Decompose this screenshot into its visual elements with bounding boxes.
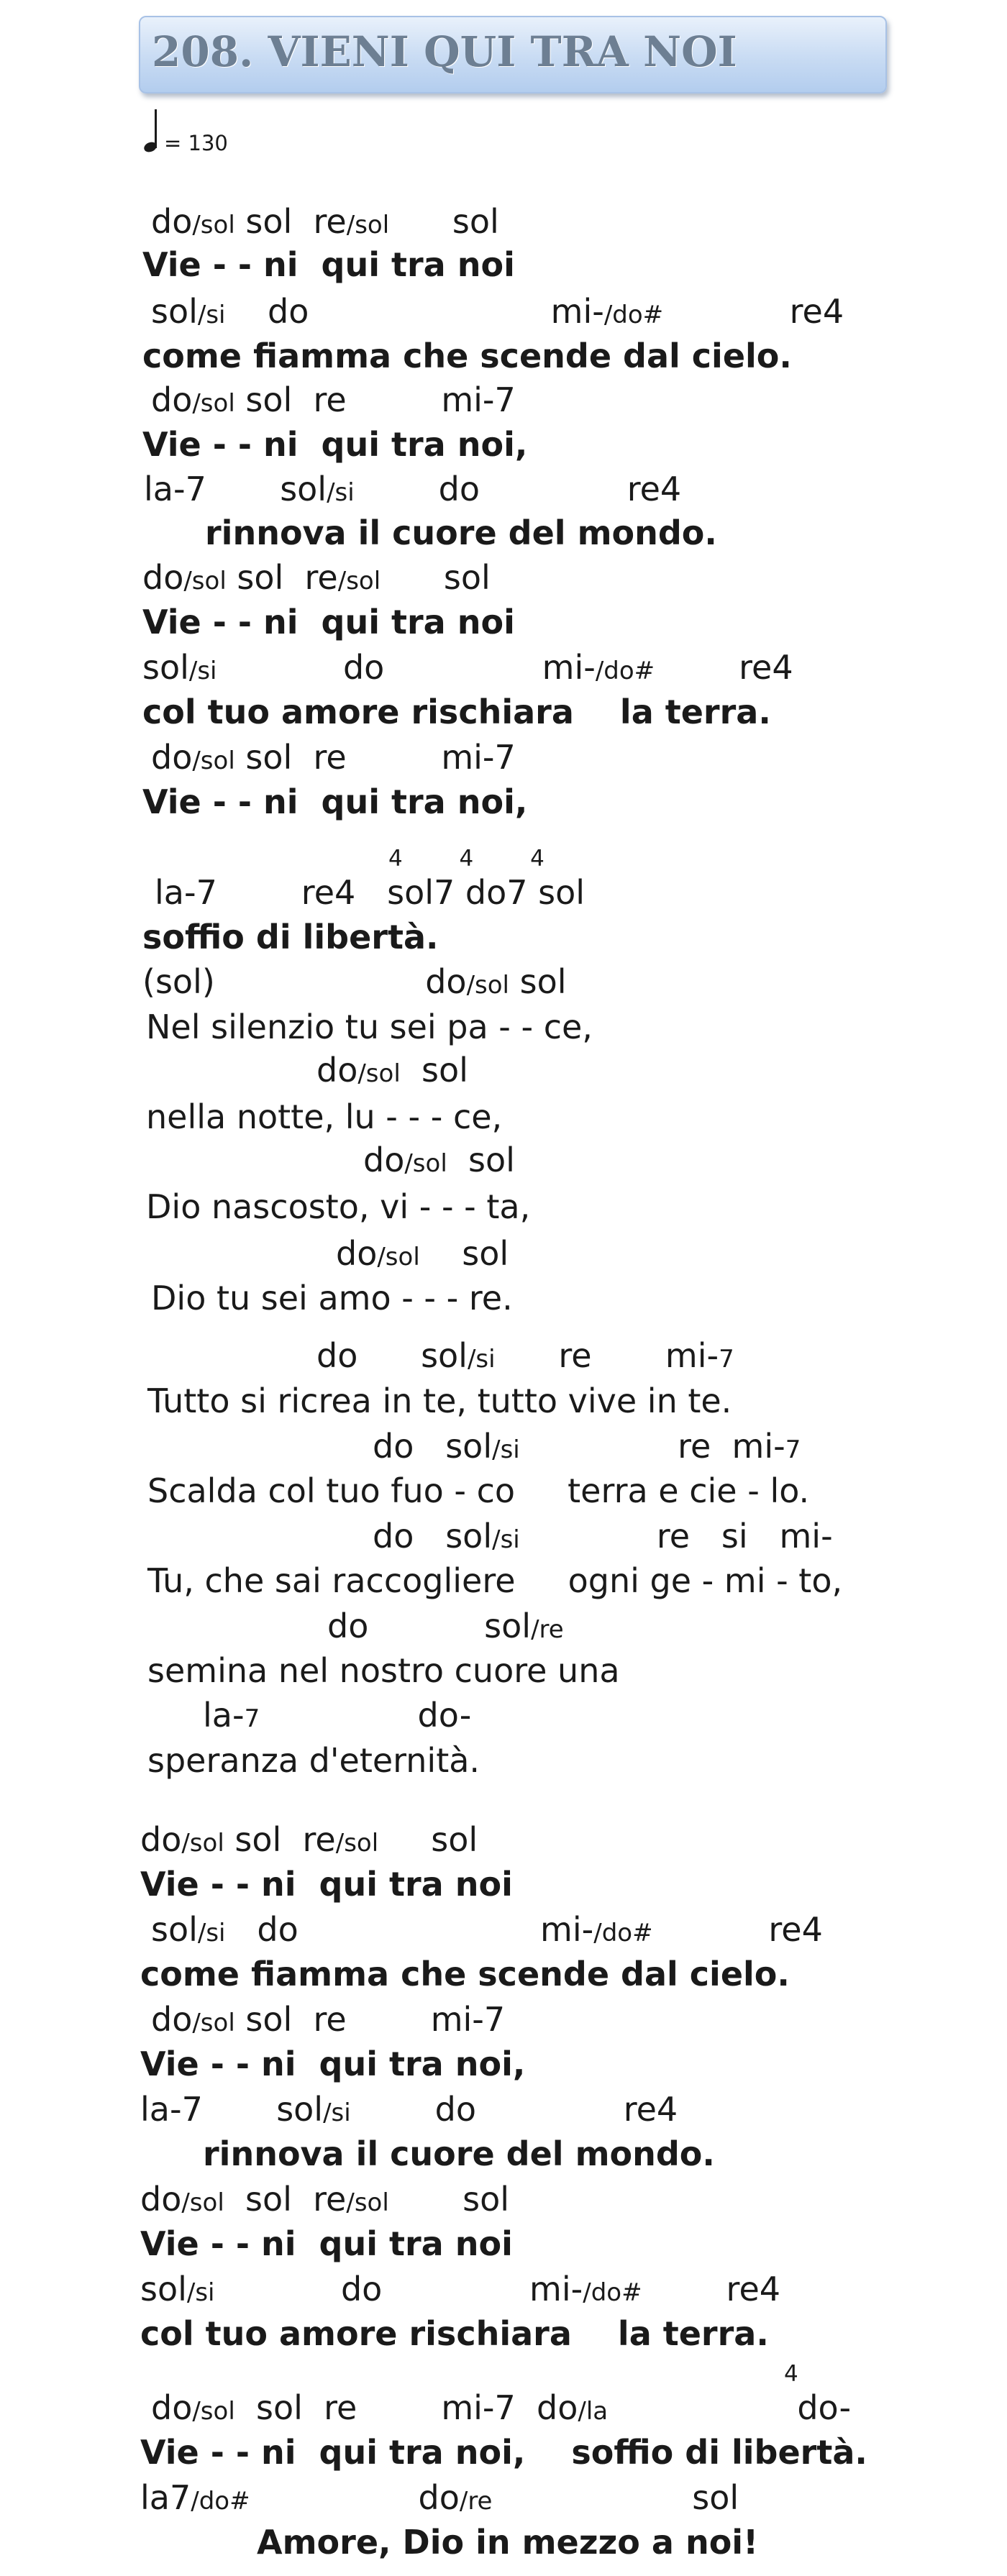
chord-text: /sol (181, 1829, 224, 1858)
chord-text: /sol (183, 567, 227, 595)
lyric-line (147, 1471, 810, 1510)
chord-text: /sol (181, 2188, 224, 2217)
lyric-text: Nel silenzio tu sei pa - - ce, (146, 1008, 593, 1046)
lyric-text: Vie - - ni qui tra noi, (140, 2045, 526, 2083)
lyric-text: speranza d'eternità. (147, 1741, 480, 1780)
lyric-line (142, 425, 528, 464)
chord-line (151, 2388, 852, 2427)
lyric-text: Vie - - ni qui tra noi (140, 1865, 513, 1904)
chord-text: do re4 (350, 2090, 678, 2129)
chord-text: la-7 sol (144, 470, 327, 508)
chord-line (203, 1696, 472, 1735)
chord-text: /do# (603, 301, 664, 329)
lyric-text: Dio tu sei amo - - - re. (151, 1279, 513, 1317)
chord-text: /sol (466, 971, 509, 1000)
chord-text: sol re (226, 558, 338, 597)
chord-line (373, 1427, 801, 1466)
lyric-text: Vie - - ni qui tra noi (140, 2224, 513, 2263)
chord-text: do sol (373, 1517, 493, 1556)
lyric-line (147, 1741, 480, 1780)
lyric-text: Amore, Dio in mezzo a noi! (257, 2523, 759, 2562)
lyric-text: rinnova il cuore del mondo. (205, 513, 717, 552)
chord-text: re mi- (495, 1336, 719, 1375)
chord-text: /sol (346, 211, 390, 239)
chord-text: do (151, 2000, 193, 2039)
chord-line (151, 380, 516, 419)
lyric-line (151, 1279, 513, 1317)
chord-text: sol re mi-7 (234, 2000, 506, 2039)
lyric-text: col tuo amore rischiara la terra. (142, 693, 771, 731)
chord-line (316, 1336, 734, 1375)
lyric-text: Vie - - ni qui tra noi, (142, 782, 528, 821)
chord-text: sol (389, 202, 499, 241)
chord-line (151, 2000, 506, 2039)
chord-line (373, 1517, 833, 1556)
lyric-line (140, 2314, 769, 2353)
lyric-line (146, 1097, 503, 1136)
chord-text: (sol) do (142, 962, 467, 1001)
chord-text: /do# (191, 2487, 250, 2516)
chord-line (363, 1143, 515, 1177)
chord-text: sol re mi-7 do (234, 2388, 578, 2427)
chord-text: 4 4 4 (388, 846, 544, 872)
tempo-marking (144, 108, 288, 165)
chord-text: do (142, 558, 184, 597)
lyric-text: Vie - - ni qui tra noi, (142, 425, 528, 464)
chord-line (140, 2180, 510, 2219)
lyric-text: Vie - - ni qui tra noi, soffio di libertà. (140, 2433, 867, 2472)
chord-text: /sol (192, 746, 235, 775)
lyric-text: nella notte, lu - - - ce, (146, 1097, 503, 1136)
chord-text: la-7 sol (140, 2090, 324, 2129)
chord-text: /si (323, 2098, 351, 2127)
chord-text: sol (447, 1141, 515, 1179)
chord-figures (784, 2353, 798, 2386)
chord-text: do mi- (225, 292, 604, 331)
lyric-text: Dio nascosto, vi - - - ta, (146, 1187, 531, 1226)
tempo-value: = 130 (164, 131, 228, 155)
chord-text: /si (197, 301, 226, 329)
chord-line (140, 1820, 478, 1859)
song-title: 208. VIENI QUI TRA NOI (152, 27, 737, 76)
chord-text: sol (378, 1820, 478, 1859)
title-banner (139, 16, 887, 93)
chord-text: /si (186, 2278, 215, 2307)
chord-text: do (363, 1141, 405, 1179)
chord-text: do mi- (217, 648, 596, 687)
lyric-line (142, 695, 771, 729)
chord-line (144, 472, 681, 506)
lyric-line (140, 2433, 867, 2472)
chord-line (316, 1051, 468, 1090)
chord-text: /sol (192, 2397, 235, 2426)
chord-text: /si (188, 657, 217, 685)
chord-text: /sol (346, 2188, 389, 2217)
chord-text: do sol (327, 1607, 532, 1645)
chord-line (327, 1609, 564, 1643)
chord-text: sol (140, 2270, 187, 2308)
chord-text: /re (531, 1615, 564, 1644)
chord-text: la7 (140, 2478, 191, 2517)
chord-text: /sol (335, 1829, 379, 1858)
chord-text: sol re (224, 1820, 336, 1859)
chord-text: sol (492, 2478, 739, 2517)
chord-line (140, 2478, 739, 2517)
chord-text: 4 (784, 2361, 798, 2387)
chord-text: 7 (244, 1704, 260, 1733)
lyric-text: come fiamma che scende dal cielo. (142, 337, 792, 375)
chord-text: re4 (663, 292, 844, 331)
lyric-line (142, 918, 439, 956)
chord-line (142, 648, 793, 687)
lyric-line (142, 782, 528, 821)
chord-text: /sol (404, 1149, 447, 1178)
lyric-line (142, 339, 792, 373)
chord-text: do (151, 738, 193, 777)
chord-text: do re4 (354, 470, 682, 508)
lyric-line (147, 1381, 732, 1420)
chord-text: /sol (192, 2009, 235, 2037)
lyric-line (140, 2047, 525, 2081)
chord-line (142, 558, 491, 597)
chord-text: re4 (655, 648, 793, 687)
chord-text: re mi- (519, 1427, 785, 1466)
lyric-text: Vie - - ni qui tra noi (142, 603, 515, 641)
chord-text: do mi- (214, 2270, 583, 2308)
chord-text: /re (459, 2487, 493, 2516)
lyric-line (142, 245, 515, 284)
chord-text: /si (327, 478, 355, 507)
chord-text: do (250, 2478, 460, 2517)
chord-text: sol re (224, 2180, 347, 2219)
chord-figures (388, 838, 544, 871)
chord-text: sol (142, 648, 189, 687)
chord-text: /si (492, 1525, 520, 1554)
chord-text: sol re mi-7 (234, 380, 516, 419)
chord-text: do- (260, 1696, 472, 1735)
chord-line (151, 292, 844, 331)
lyric-line (140, 1955, 790, 1993)
chord-line (151, 202, 499, 241)
chord-line (155, 873, 585, 912)
chord-text: sol (381, 558, 491, 597)
chord-text: sol (509, 962, 567, 1001)
chord-text: sol re mi-7 (234, 738, 516, 777)
chord-line (151, 738, 516, 777)
lyric-line (203, 2134, 715, 2173)
chord-text: do (151, 380, 193, 419)
chord-text: re4 (652, 1910, 823, 1949)
chord-text: /si (467, 1345, 496, 1374)
chord-text: re4 (642, 2270, 781, 2308)
chord-text: do (140, 2180, 182, 2219)
chord-text: do (140, 1820, 182, 1859)
chord-text: do- (608, 2388, 852, 2427)
lyric-text: soffio di libertà. (142, 918, 439, 956)
chord-text: /do# (593, 1919, 653, 1947)
chord-text: /sol (377, 1243, 420, 1271)
lyric-text: col tuo amore rischiara la terra. (140, 2314, 769, 2353)
chord-text: sol (419, 1234, 509, 1273)
chord-text: /do# (595, 657, 655, 685)
chord-text: /do# (583, 2278, 642, 2307)
lyric-text: Vie - - ni qui tra noi (142, 245, 515, 284)
lyric-text: Scalda col tuo fuo - co terra e cie - lo. (147, 1471, 810, 1510)
chord-text: /si (197, 1919, 226, 1947)
chord-text: /sol (357, 1059, 401, 1088)
chord-line (140, 2090, 678, 2129)
lyric-line (142, 603, 515, 641)
chord-text: sol (151, 292, 198, 331)
chord-text: /si (492, 1435, 520, 1464)
chord-text: 7 (719, 1345, 734, 1374)
chord-text: do (151, 2388, 193, 2427)
lyric-text: semina nel nostro cuore una (147, 1651, 620, 1690)
chord-text: do sol (316, 1336, 468, 1375)
chord-text: /sol (192, 211, 235, 239)
chord-text: do (336, 1234, 378, 1273)
chord-text: 7 (785, 1435, 801, 1464)
lyric-text: come fiamma che scende dal cielo. (140, 1955, 790, 1993)
chord-text: sol (388, 2180, 510, 2219)
chord-text: do mi- (225, 1910, 594, 1949)
chord-text: sol (400, 1051, 468, 1090)
chord-text: la- (203, 1696, 245, 1735)
chord-line (151, 1910, 823, 1949)
chord-text: /sol (192, 389, 235, 418)
lyric-line (205, 513, 717, 552)
chord-line (140, 2270, 781, 2308)
chord-line (336, 1234, 509, 1273)
lyric-line (147, 1651, 620, 1690)
lyric-line (257, 2523, 759, 2562)
chord-text: sol (151, 1910, 198, 1949)
lyric-text: Tu, che sai raccogliere ogni ge - mi - to, (147, 1561, 843, 1600)
lyric-line (140, 2224, 513, 2263)
chord-text: /la (578, 2397, 609, 2426)
lyric-text: Tutto si ricrea in te, tutto vive in te. (147, 1381, 732, 1420)
lyric-line (146, 1008, 593, 1046)
chord-text: re si mi- (519, 1517, 833, 1556)
chord-text: la-7 re4 sol7 do7 sol (155, 873, 585, 912)
lyric-line (146, 1187, 531, 1226)
chord-text: do (316, 1051, 358, 1090)
chord-line (142, 962, 567, 1001)
chord-text: do sol (373, 1427, 493, 1466)
chord-text: do (151, 202, 193, 241)
lyric-line (147, 1561, 843, 1600)
lyric-line (140, 1865, 513, 1904)
chord-text: /sol (337, 567, 381, 595)
lyric-text: rinnova il cuore del mondo. (203, 2134, 715, 2173)
chord-text: sol re (234, 202, 347, 241)
